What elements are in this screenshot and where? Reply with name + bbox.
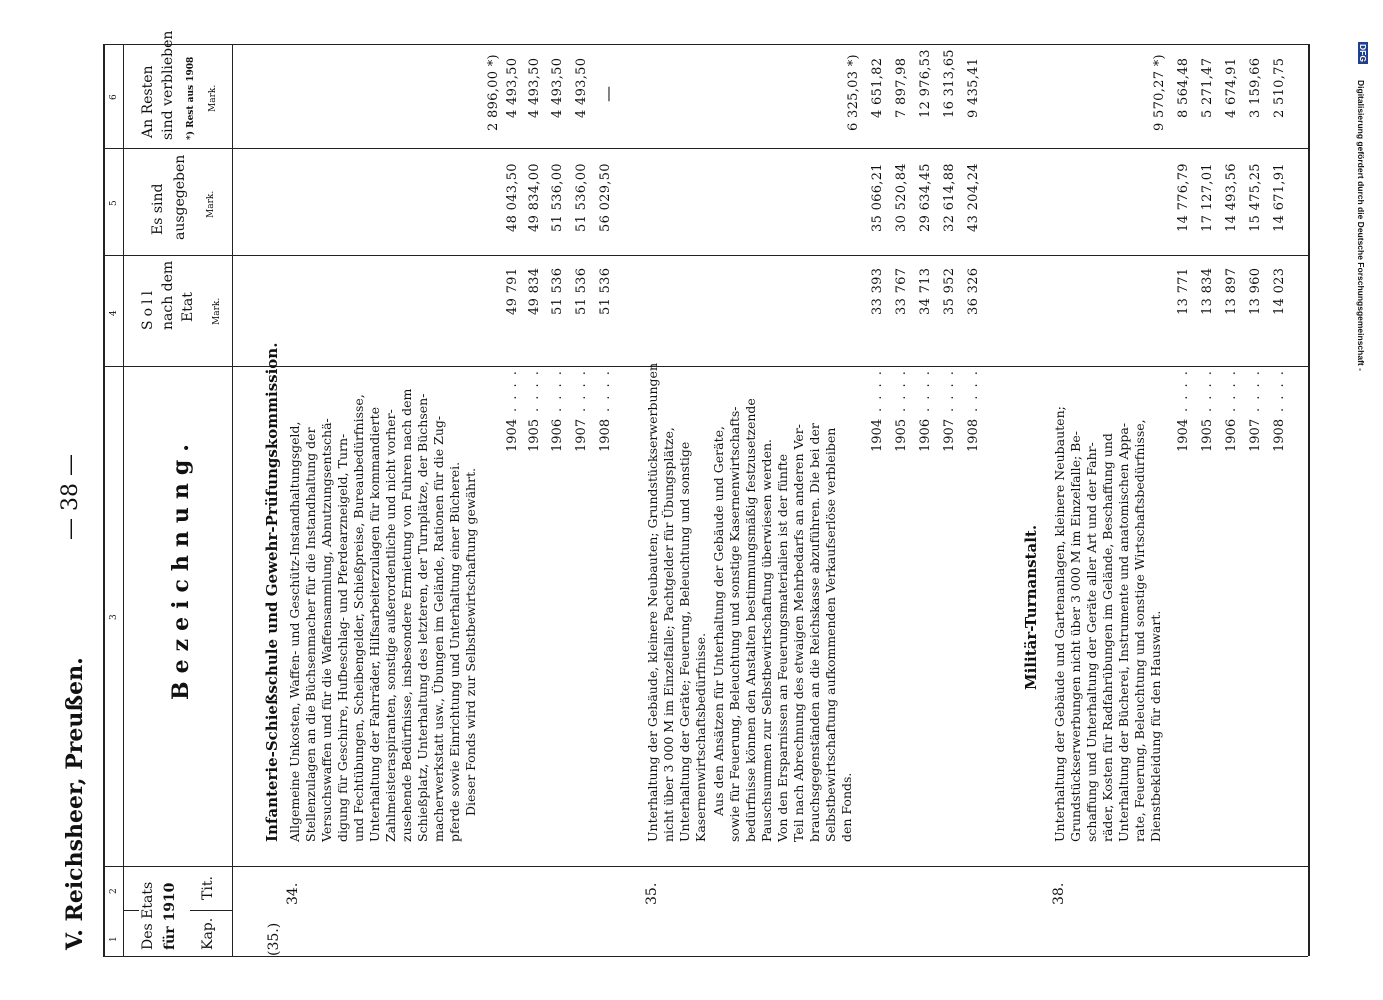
ausgegeben-value: 49 834,00 — [527, 163, 542, 232]
text-line: Teil nach Abrechnung des etwaigen Mehrbedarfs an anderen Ver- — [791, 424, 806, 842]
rest-value: 4 493,50 — [550, 57, 565, 118]
digitization-note: Digitalisierung gefördert durch die Deutsche Forschungsgemeinschaft - — [1356, 80, 1366, 371]
text-line: Unterhaltung der Bücherei, Instrumente und anatomischen Appa- — [1116, 422, 1131, 842]
year: 1908 — [966, 418, 981, 452]
leader-dots: . . . . — [942, 369, 957, 412]
text-line: macherwerkstatt usw., Übungen im Gelände, Rationen für die Zug- — [431, 415, 446, 842]
year: 1905 — [1200, 418, 1215, 452]
header-nach-dem: nach dem — [160, 260, 176, 330]
ausgegeben-value: 35 066,21 — [870, 163, 885, 232]
header-verblieben: sind verblieben — [160, 30, 176, 140]
column-rule-3 — [103, 366, 1308, 367]
page-number: — 38 — — [58, 454, 83, 540]
text-line: Unterhaltung der Fahrräder, Hilfsarbeiterzulagen für kommandierte — [367, 406, 382, 842]
header-mark-4: Mark. — [212, 297, 222, 325]
year: 1908 — [1272, 418, 1287, 452]
soll-value: 34 713 — [918, 267, 933, 315]
rest-carry: 2 896,00 *) — [486, 54, 501, 131]
header-an-resten: An Resten — [140, 65, 156, 138]
section-heading-38: Militär-Turnanstalt. — [1022, 524, 1040, 690]
col-num-1: 1 — [109, 936, 119, 942]
column-rule-2 — [103, 866, 1308, 867]
leader-dots: . . . . — [918, 369, 933, 412]
ausgegeben-value: 14 493,56 — [1224, 163, 1239, 232]
text-line: Stellenzulagen an die Büchsenmacher für die Instandhaltung der — [303, 427, 318, 842]
col-num-5: 5 — [109, 200, 119, 206]
rest-value: 12 976,53 — [918, 49, 933, 118]
leader-dots: . . . . — [1224, 369, 1239, 412]
header-etats: Des Etats — [140, 881, 156, 950]
year: 1904 — [505, 418, 520, 452]
col-num-2: 2 — [109, 888, 119, 894]
rest-value: 5 271,47 — [1200, 57, 1215, 118]
ausgegeben-value: 14 671,91 — [1272, 163, 1287, 232]
header-number-rule — [123, 44, 124, 956]
ausgegeben-value: 14 776,79 — [1176, 163, 1191, 232]
header-mark-5: Mark. — [206, 190, 216, 218]
col-num-3: 3 — [109, 614, 119, 620]
year: 1906 — [918, 418, 933, 452]
rest-value: 9 435,41 — [966, 57, 981, 118]
rest-value: 2 510,75 — [1272, 57, 1287, 118]
leader-dots: . . . . — [894, 369, 909, 412]
tit-34: 34. — [285, 882, 301, 905]
text-line: Aus den Ansätzen für Unterhaltung der Gebäude und Geräte, — [711, 426, 726, 816]
header-soll: Soll — [140, 287, 156, 330]
ausgegeben-value: 30 520,84 — [894, 163, 909, 232]
ausgegeben-value: 43 204,24 — [966, 163, 981, 232]
text-line: digung für Geschirre, Hufbeschlag- und Pferdearzneigeld, Turn- — [335, 433, 350, 842]
section-heading-34: Infanterie-Schießschule und Gewehr-Prüfungskommission. — [263, 342, 281, 842]
text-line: zusehende Bedürfnisse, insbesondere Ermietung von Fuhren nach dem — [399, 388, 414, 842]
dfg-logo: DFG — [1358, 44, 1368, 62]
soll-value: 36 326 — [966, 267, 981, 315]
soll-value: 35 952 — [942, 267, 957, 315]
leader-dots: . . . . — [505, 369, 520, 412]
leader-dots: . . . . — [1248, 369, 1263, 412]
year: 1908 — [598, 418, 613, 452]
ausgegeben-value: 51 536,00 — [574, 163, 589, 232]
header-etat: Etat — [180, 292, 196, 322]
ausgegeben-value: 56 029,50 — [598, 163, 613, 232]
text-line: Unterhaltung der Geräte; Feuerung, Beleuchtung und sonstige — [677, 441, 692, 842]
soll-value: 51 536 — [550, 267, 565, 315]
text-line: bedürfnisse können den Anstalten bestimmungsmäßig festzusetzende — [743, 398, 758, 842]
leader-dots: . . . . — [527, 369, 542, 412]
rest-value: 4 493,50 — [574, 57, 589, 118]
ausgegeben-value: 32 614,88 — [942, 163, 957, 232]
soll-value: 13 771 — [1176, 267, 1191, 315]
tit-38: 38. — [1051, 882, 1067, 905]
header-es-sind: Es sind — [150, 183, 166, 235]
column-rule-4 — [103, 255, 1308, 256]
kap-tit-rule — [190, 910, 232, 911]
col-num-6: 6 — [109, 94, 119, 100]
text-line: Zahlmeisteraspiranten, sonstige außerordentliche und nicht vorher- — [383, 409, 398, 842]
rest-value: 8 564,48 — [1176, 57, 1191, 118]
text-line: rate, Feuerung, Beleuchtung und sonstige Wirtschaftsbedürfnisse, — [1132, 419, 1147, 842]
rest-value: 3 159,66 — [1248, 57, 1263, 118]
col-num-4: 4 — [109, 310, 119, 316]
text-line: pferde sowie Einrichtung und Unterhaltung einer Bücherei. — [447, 461, 462, 842]
text-line: Selbstbewirtschaftung aufkommenden Verkaufserlöse verbleiben — [823, 427, 838, 842]
text-line: Unterhaltung der Gebäude, kleinere Neubauten; Grundstückserwerbungen — [645, 362, 660, 842]
text-line: Grundstückserwerbungen nicht über 3 000 M im Einzelfalle; Be- — [1068, 431, 1083, 842]
ausgegeben-value: 29 634,45 — [918, 163, 933, 232]
column-rule-1-2 — [123, 910, 139, 911]
text-line: Versuchswaffen und für die Waffensammlung, Abnutzungsentschä- — [319, 418, 334, 842]
year: 1907 — [574, 418, 589, 452]
text-line: Pauschsummen zur Selbstbewirtschaftung überwiesen werden. — [759, 439, 774, 842]
table-bottom-rule — [1308, 44, 1310, 956]
soll-value: 14 023 — [1272, 267, 1287, 315]
ausgegeben-value: 48 043,50 — [505, 163, 520, 232]
header-rest-note: *) Rest aus 1908 — [186, 56, 196, 140]
soll-value: 13 960 — [1248, 267, 1263, 315]
year: 1904 — [1176, 418, 1191, 452]
rest-value: 7 897,98 — [894, 57, 909, 118]
soll-value: 13 897 — [1224, 267, 1239, 315]
text-line: und Fechtübungen, Scheibengelder, Schießpreise, Bureaubedürfnisse, — [351, 394, 366, 842]
rest-carry: 9 570,27 *) — [1152, 54, 1167, 131]
text-line: Dieser Fonds wird zur Selbstbewirtschaftung gewährt. — [463, 467, 478, 816]
rest-value: 4 493,50 — [527, 57, 542, 118]
rest-value: — — [598, 85, 617, 102]
year: 1906 — [550, 418, 565, 452]
header-kap: Kap. — [200, 917, 216, 950]
soll-value: 49 791 — [505, 267, 520, 315]
leader-dots: . . . . — [598, 369, 613, 412]
text-line: Kasernenwirtschaftsbedürfnisse. — [693, 632, 708, 842]
text-line: brauchsgegenständen an die Reichskasse abzuführen. Die bei der — [807, 423, 822, 842]
soll-value: 13 834 — [1200, 267, 1215, 315]
column-rule-5 — [103, 148, 1308, 149]
header-mark-6: Mark. — [208, 84, 218, 112]
text-line: Schießplatz, Unterhaltung des letzteren, der Turnplätze, der Büchsen- — [415, 393, 430, 842]
soll-value: 33 393 — [870, 267, 885, 315]
rest-value: 4 674,91 — [1224, 57, 1239, 118]
text-line: Allgemeine Unkosten, Waffen- und Geschütz-Instandhaltungsgeld, — [287, 421, 302, 842]
ausgegeben-value: 17 127,01 — [1200, 163, 1215, 232]
text-line: nicht über 3 000 M im Einzelfalle; Pachtgelder für Übungsplätze, — [661, 427, 676, 842]
text-line: Von den Ersparnissen an Feuerungsmaterialien ist der fünfte — [775, 453, 790, 842]
year: 1905 — [894, 418, 909, 452]
soll-value: 51 536 — [598, 267, 613, 315]
leader-dots: . . . . — [550, 369, 565, 412]
header-fuer-1910: für 1910 — [162, 882, 178, 950]
rest-value: 16 313,65 — [942, 49, 957, 118]
leader-dots: . . . . — [1200, 369, 1215, 412]
text-line: Unterhaltung der Gebäude und Gartenanlagen, kleinere Neubauten; — [1052, 406, 1067, 842]
column-rule-1 — [103, 956, 1308, 957]
table-top-rule — [103, 44, 105, 956]
header-bezeichnung: Bezeichnung. — [168, 436, 194, 700]
year: 1904 — [870, 418, 885, 452]
running-title: V. Reichsheer, Preußen. — [62, 657, 88, 950]
year: 1906 — [1224, 418, 1239, 452]
leader-dots: . . . . — [1176, 369, 1191, 412]
ausgegeben-value: 15 475,25 — [1248, 163, 1263, 232]
text-line: Dienstbekleidung für den Hauswart. — [1148, 610, 1163, 842]
text-line: schaffung und Unterhaltung der Geräte aller Art und der Fahr- — [1084, 442, 1099, 842]
soll-value: 49 834 — [527, 267, 542, 315]
year: 1907 — [942, 418, 957, 452]
ausgegeben-value: 51 536,00 — [550, 163, 565, 232]
tit-35: 35. — [644, 882, 660, 905]
rest-value: 4 493,50 — [505, 57, 520, 118]
leader-dots: . . . . — [1272, 369, 1287, 412]
rest-carry: 6 325,03 *) — [846, 54, 861, 131]
rest-value: 4 651,82 — [870, 57, 885, 118]
header-ausgegeben: ausgegeben — [172, 154, 188, 240]
text-line: sowie für Feuerung, Beleuchtung und sonstige Kasernenwirtschafts- — [727, 406, 742, 842]
year: 1907 — [1248, 418, 1263, 452]
soll-value: 33 767 — [894, 267, 909, 315]
text-line: den Fonds. — [839, 772, 854, 842]
leader-dots: . . . . — [870, 369, 885, 412]
leader-dots: . . . . — [574, 369, 589, 412]
text-line: räder, Kosten für Radfahrübungen im Gelände, Beschaffung und — [1100, 433, 1115, 842]
kap-number: (35.) — [266, 922, 282, 956]
column-rule-6 — [103, 44, 1308, 45]
leader-dots: . . . . — [966, 369, 981, 412]
soll-value: 51 536 — [574, 267, 589, 315]
header-bottom-rule — [232, 44, 233, 956]
year: 1905 — [527, 418, 542, 452]
header-tit: Tit. — [200, 876, 216, 900]
